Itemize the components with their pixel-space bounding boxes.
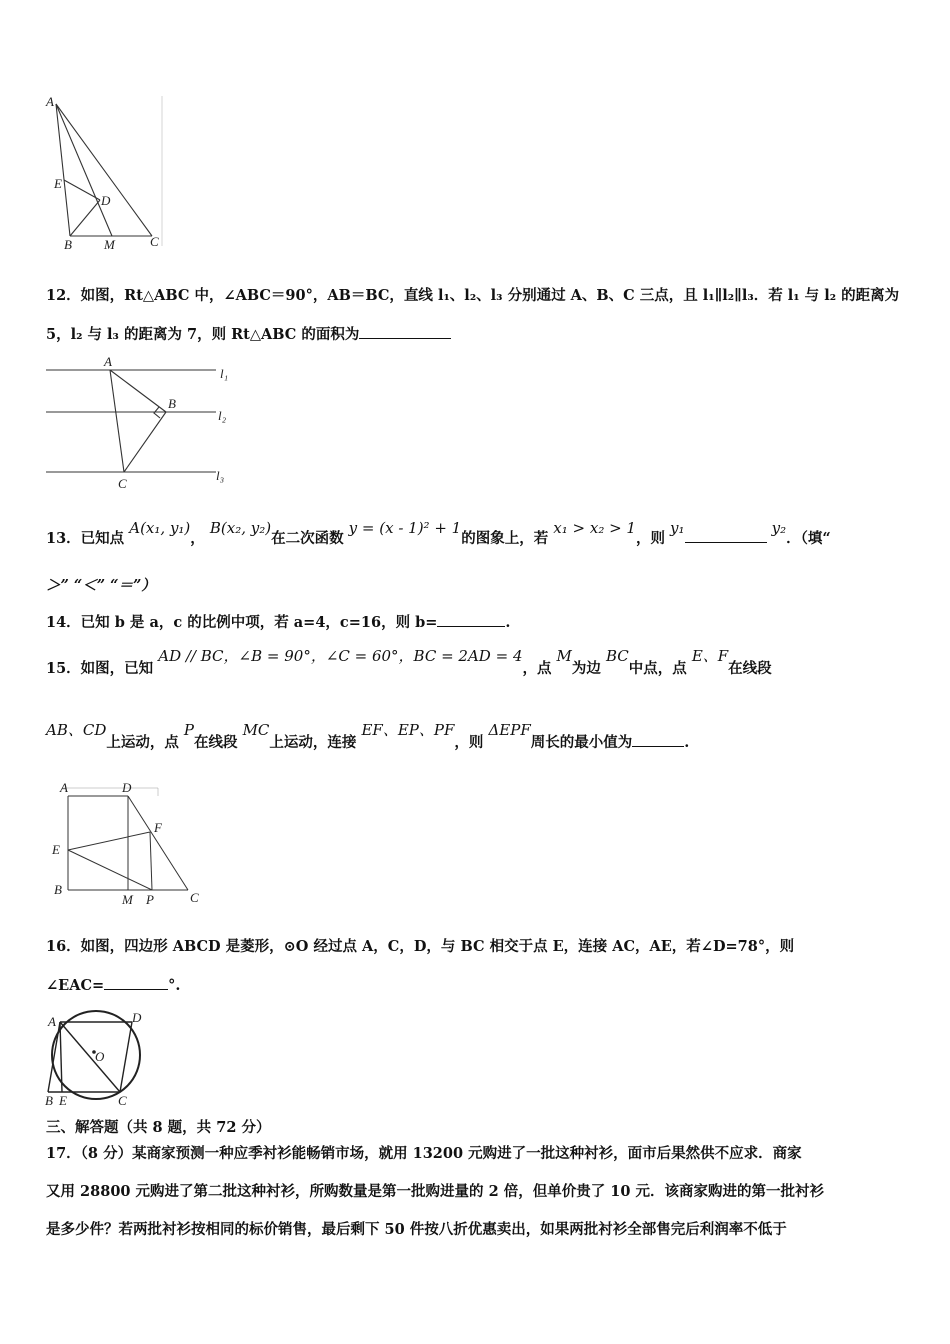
fig16-label-E: E [59,1093,67,1108]
question-16-line-2 [46,975,180,996]
x-condition-expr: x₁ > x₂ > 1 [553,519,636,537]
fig11-label-B: B [64,237,72,252]
question-15-prefix: 15．如图，已知 [46,660,154,677]
question-16-line-2b: °. [168,977,181,994]
q13-mid-2: 的图象上，若 [461,530,549,547]
point-b-expr: B(x₂, y₂) [209,519,272,537]
q15-t4: 在线段 [728,660,772,677]
fig11-label-C: C [150,234,159,249]
question-13-prefix: 13．已知点 [46,530,125,547]
q15-t8: ，则 [454,734,484,751]
q15-t5: 上运动，点 [106,734,179,751]
figure-12-parallel-lines [40,352,240,492]
q13-mid-1: 在二次函数 [271,530,344,547]
question-15-line-2 [46,721,690,753]
q15-t3: 中点，点 [628,660,687,677]
y2-expr: y₂ [771,519,787,537]
y1-expr: y₁ [670,519,685,537]
fig16-label-O: O [95,1049,105,1064]
q15-t9: 周长的最小值为 [530,734,633,751]
figure-11-triangle [40,92,170,252]
fig12-label-A: A [104,354,112,369]
q15-segments-ef-ep-pf: EF、EP、PF [361,721,455,739]
answer-blank-15 [632,732,684,747]
fig15-label-E: E [52,842,60,857]
question-12-line-2-text: 5，l₂ 与 l₃ 的距离为 7，则 Rt△ABC 的面积为 [46,326,360,343]
question-14-text: 14．已知 b 是 a，c 的比例中项，若 a=4，c=16，则 b= [46,614,438,631]
question-17-line-1: 17．（8 分）某商家预测一种应季衬衫能畅销市场，就用 13200 元购进了一批这种衬衫，面市后果然供不应求．商家 [46,1145,802,1162]
section-3-title: 三、解答题（共 8 题，共 72 分） [46,1119,271,1136]
fig15-label-D: D [122,780,132,795]
fig15-label-F: F [154,820,162,835]
q15-point-p: P [183,721,195,739]
question-17-line-2: 又用 28800 元购进了第二批这种衬衫，所购数量是第一批购进量的 2 倍，但单价贵了 10 元．该商家购进的第一批衬衫 [46,1183,824,1200]
fig11-label-M: M [104,237,115,252]
question-16-line-1: 16．如图，四边形 ABCD 是菱形，⊙O 经过点 A，C，D，与 BC 相交于点 E，连接 AC，AE，若∠D=78°，则 [46,938,795,955]
question-12-line-1: 12．如图，Rt△ABC 中，∠ABC＝90°，AB＝BC，直线 l₁、l₂、l₃ 分别通过 A、B、C 三点，且 l₁∥l₂∥l₃．若 l₁ 与 l₂ 的距离为 [46,287,900,304]
fig15-label-C: C [190,890,199,905]
fig15-label-A: A [60,780,68,795]
q13-mid-3: ，则 [635,530,665,547]
q15-condition-expr: AD // BC，∠B = 90°，∠C = 60°，BC = 2AD = 4 [158,647,523,665]
q15-triangle-epf: ΔEPF [488,721,531,739]
question-14-end: . [505,614,511,631]
fig16-label-A: A [48,1014,56,1029]
q15-t7: 上运动，连接 [269,734,357,751]
fig15-label-B: B [54,882,62,897]
q13-suffix: ．（填“ [786,530,831,547]
question-13-line-1 [46,519,831,549]
fig12-label-l1: l₁ [220,366,229,381]
fig12-label-C: C [118,476,127,491]
q15-segments-ab-cd: AB、CD [46,721,107,739]
fig11-label-A: A [46,94,54,109]
q13-comma: ， [190,530,205,547]
answer-blank-14 [437,612,505,627]
q15-end: . [684,734,690,751]
q15-t2: 为边 [571,660,601,677]
fig11-label-D: D [101,193,111,208]
fig12-label-l2: l₂ [218,408,227,423]
q15-t6: 在线段 [194,734,238,751]
fig15-label-P: P [146,892,154,907]
question-12-line-2 [46,324,451,345]
quadratic-function-expr: y = (x - 1)² + 1 [348,519,462,537]
q15-segment-bc: BC [605,647,629,665]
question-17-line-3: 是多少件？若两批衬衫按相同的标价销售，最后剩下 50 件按八折优惠卖出，如果两批衬衫全部售完后利润率不低于 [46,1221,787,1238]
question-13-line-2: ＞” “＜” “＝”） [46,577,156,594]
answer-blank-16 [104,975,168,990]
q15-point-m: M [556,647,572,665]
q15-points-ef: E、F [691,647,729,665]
figure-16-rhombus-circle [40,1004,150,1108]
question-14 [46,612,510,633]
point-a-expr: A(x₁, y₁) [129,519,191,537]
fig16-label-B: B [45,1093,53,1108]
fig15-label-M: M [122,892,133,907]
answer-blank-13 [685,528,767,543]
fig11-label-E: E [54,176,62,191]
question-15-line-1 [46,647,772,679]
answer-blank-12 [359,324,451,339]
fig16-label-C: C [118,1093,127,1108]
q15-segment-mc: MC [242,721,270,739]
fig12-label-B: B [168,396,176,411]
q15-t1: ，点 [522,660,552,677]
question-16-line-2a: ∠EAC= [46,977,105,994]
figure-15-trapezoid [46,780,216,910]
fig16-label-D: D [132,1010,142,1025]
fig12-label-l3: l₃ [216,468,225,483]
